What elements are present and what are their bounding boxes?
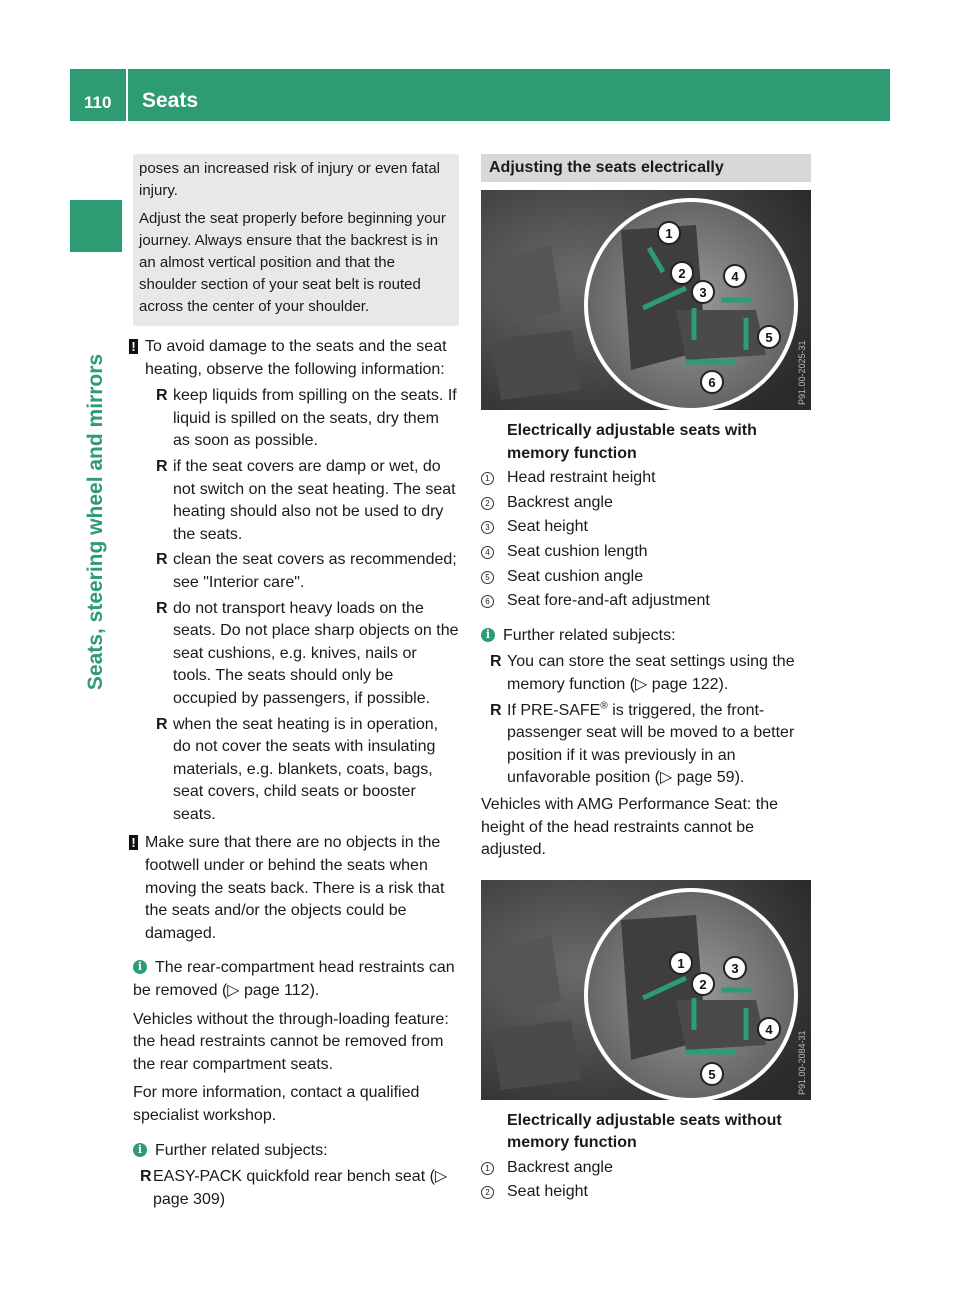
info-para-3: For more information, contact a qualified specialist workshop.: [133, 1084, 420, 1124]
info-icon: i: [133, 960, 147, 974]
warning-text-1: poses an increased risk of injury or even fatal injury.: [139, 160, 440, 199]
notice-footwell-text: Make sure that there are no objects in the footwell under or behind the seats when moving the seats back. There is a risk that the seats and/or the objects could be damaged.: [145, 834, 445, 942]
info-related-text: Further related subjects:: [503, 626, 676, 644]
info-icon: i: [133, 1143, 147, 1157]
legend-row: 5 Seat cushion angle: [481, 566, 811, 589]
figure-caption: Electrically adjustable seats with memory function: [507, 422, 757, 462]
callout-3: 3: [699, 285, 707, 300]
callout-1: 1: [677, 955, 685, 971]
related-bullets: [133, 1166, 459, 1211]
callout-6: 6: [708, 375, 716, 390]
callout-2: 2: [678, 266, 686, 281]
side-chapter-label-text: Seats, steering wheel and mirrors: [84, 353, 107, 691]
info-text: The rear-compartment head restraints can be removed (▷ page 112).: [133, 959, 455, 1000]
exclamation-icon: !: [129, 835, 138, 850]
list-item[interactable]: R If PRE-SAFE® is triggered, the front-passenger seat will be moved to a better position if it was previously in an unfavorable position (▷ page 59).: [490, 700, 795, 787]
info-related-subjects: [133, 1140, 459, 1212]
figure-legend-2: [481, 1157, 811, 1204]
callout-3: 3: [731, 960, 739, 976]
seat-controls-illustration-2: [481, 880, 811, 1100]
seat-controls-illustration: [481, 190, 811, 410]
side-tab-marker: [70, 200, 122, 252]
exclamation-icon: !: [129, 339, 138, 354]
list-item[interactable]: R EASY-PACK quickfold rear bench seat (▷ page 309): [140, 1168, 448, 1208]
info-related-text: Further related subjects:: [155, 1141, 328, 1159]
list-item: R if the seat covers are damp or wet, do not switch on the seat heating. The seat heating should also not be used to dry the seats.: [156, 457, 456, 543]
legend-row: 3 Seat height: [481, 516, 811, 539]
amg-note: Vehicles with AMG Performance Seat: the height of the head restraints cannot be adjusted.: [481, 795, 779, 859]
callout-4: 4: [765, 1021, 773, 1037]
legend-row: 6 Seat fore-and-aft adjustment: [481, 590, 811, 613]
callout-5: 5: [765, 330, 773, 345]
list-item: R do not transport heavy loads on the seats. Do not place sharp objects on the seat cushions, e.g. knives, nails or tools. The seats should only be occupied by passengers, if possible.: [156, 599, 459, 707]
section-heading: Adjusting the seats electrically: [481, 154, 811, 182]
callout-4: 4: [731, 269, 739, 284]
list-item[interactable]: R You can store the seat settings using the memory function (▷ page 122).: [490, 653, 795, 693]
list-item: R when the seat heating is in operation, do not cover the seats with insulating materials, e.g. blankets, coats, bags, seat covers, child seats or booster seats.: [156, 715, 439, 823]
callout-1: 1: [665, 226, 673, 241]
notice-text: To avoid damage to the seats and the seat heating, observe the following information:: [145, 338, 447, 378]
legend-row: 4 Seat cushion length: [481, 541, 811, 564]
figure-code: P91.00-2025-31: [797, 340, 807, 405]
seat-controls-photo-memory: [481, 190, 811, 410]
notice-footwell: [133, 832, 459, 945]
legend-row: 2 Backrest angle: [481, 492, 811, 515]
left-column: [133, 154, 459, 1214]
page-number: 110: [84, 93, 112, 112]
notice-damage-seats: [133, 336, 459, 826]
header-divider: [126, 69, 128, 121]
figure-code: P91.00-2084-31: [797, 1030, 807, 1095]
figure-caption-2: Electrically adjustable seats without memory function: [507, 1111, 782, 1152]
callout-2: 2: [699, 976, 707, 992]
right-column: [481, 154, 811, 1204]
page-header: [70, 69, 890, 121]
list-item: R clean the seat covers as recommended; see "Interior care".: [156, 551, 457, 591]
info-related-subjects-right: [481, 625, 811, 790]
callout-5: 5: [708, 1066, 716, 1082]
related-bullets: [481, 651, 811, 790]
legend-row: 1 Head restraint height: [481, 467, 811, 490]
warning-text-2: Adjust the seat properly before beginning your journey. Always ensure that the backrest is in an almost vertical position and that the shoulder section of your seat belt is routed across the center of your shoulder.: [139, 210, 446, 315]
info-icon: i: [481, 628, 495, 642]
warning-box: [133, 154, 459, 326]
info-head-restraints: [133, 957, 459, 1127]
legend-row: 1 Backrest angle: [481, 1157, 811, 1180]
list-item: R keep liquids from spilling on the seats. If liquid is spilled on the seats, dry them as soon as possible.: [156, 387, 457, 450]
figure-legend: [481, 467, 811, 613]
seat-controls-photo-no-memory: [481, 880, 811, 1100]
chapter-title: Seats: [142, 89, 199, 112]
legend-row: 2 Seat height: [481, 1181, 811, 1204]
notice-bullets: [145, 385, 459, 826]
info-para-2: Vehicles without the through-loading feature: the head restraints cannot be removed from the rear compartment seats.: [133, 1010, 449, 1073]
